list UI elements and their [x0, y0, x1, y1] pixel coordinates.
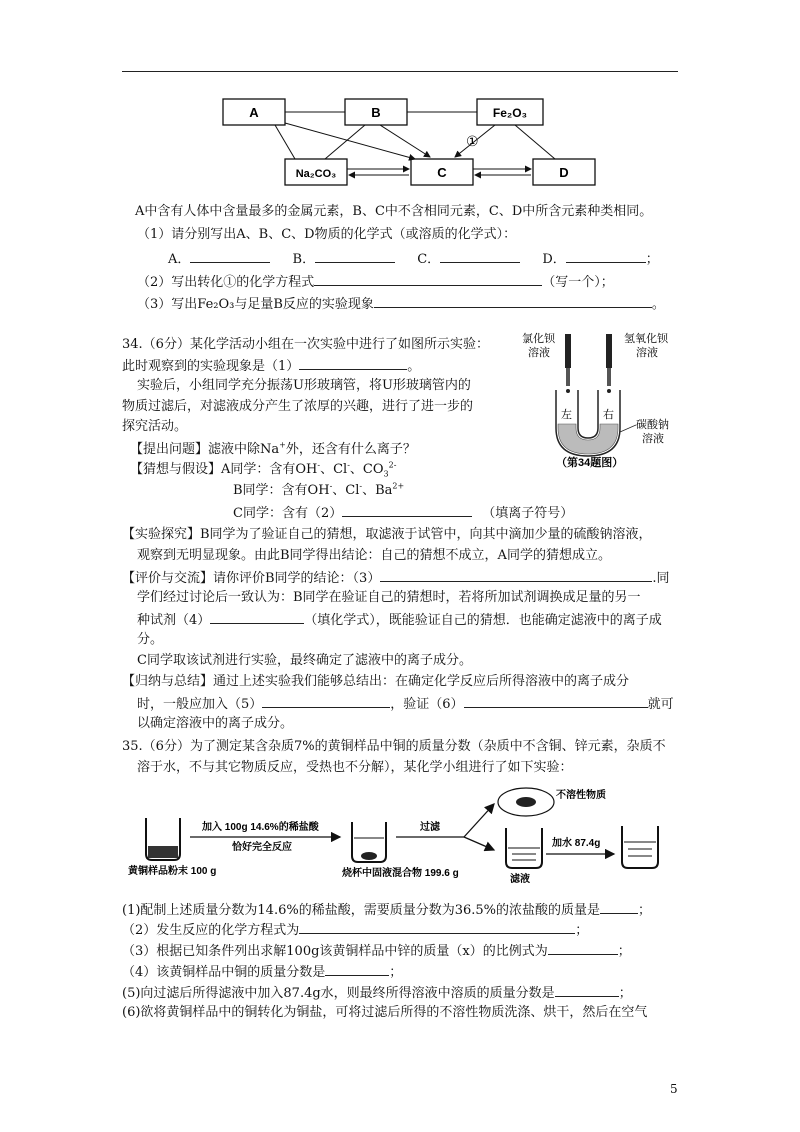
q35-part1: (1)配制上述质量分数为14.6%的稀盐酸，需要质量分数为36.5%的浓盐酸的质量是 ； — [122, 900, 651, 920]
blank[interactable] — [566, 249, 646, 263]
blank[interactable] — [299, 920, 575, 934]
q34-line1: 34.（6分）某化学活动小组在一次实验中进行了如图所示实验： — [122, 337, 489, 352]
q33-info: A中含有人体中含量最多的金属元素，B、C中不含相同元素，C、D中所含元素种类相同。 — [135, 204, 653, 219]
filter-label: 过滤 — [420, 822, 440, 833]
marker-1: ① — [466, 133, 479, 149]
bacl2-label-2: 溶液 — [528, 347, 550, 359]
q35-part5: (5)向过滤后所得滤液中加入87.4g水，则最终所得溶液中溶质的质量分数是 ； — [122, 983, 632, 1003]
q33-part1: （1）请分别写出A、B、C、D物质的化学式（或溶质的化学式）： — [137, 227, 517, 242]
label-a: A — [249, 105, 259, 120]
box-c — [411, 159, 473, 185]
mixture-label: 烧杯中固液混合物 199.6 g — [342, 868, 459, 879]
label-d: D — [559, 165, 569, 180]
baoh2-label-2: 溶液 — [636, 347, 658, 359]
blank[interactable] — [440, 249, 520, 263]
blank[interactable] — [374, 294, 652, 308]
header-rule — [122, 71, 678, 72]
q34-question: 【提出问题】滤液中除Na+外，还含有什么离子？ — [130, 440, 416, 457]
sample-label: 黄铜样品粉末 100 g — [128, 866, 217, 877]
label-c: C — [437, 165, 447, 180]
box-b — [345, 99, 407, 125]
blank[interactable] — [314, 272, 542, 286]
figure-caption: （第34题图） — [556, 457, 624, 469]
page-number: 5 — [670, 1082, 678, 1096]
label-fe2o3: Fe₂O₃ — [492, 106, 528, 120]
experiment-flow-figure — [128, 782, 688, 892]
q34-summary-3: 以确定溶液中的离子成分。 — [137, 716, 294, 731]
na2co3-label-2: 溶液 — [642, 433, 664, 445]
beaker-final — [622, 826, 658, 868]
blank[interactable] — [342, 503, 472, 517]
q35-part2: （2）发生反应的化学方程式为 ； — [122, 920, 588, 940]
na2co3-label-1: 碳酸钠 — [636, 419, 669, 431]
reaction-label: 恰好完全反应 — [232, 842, 292, 853]
beaker-sample — [146, 818, 180, 860]
blank[interactable] — [262, 694, 390, 708]
insoluble-label: 不溶性物质 — [556, 790, 606, 801]
box-a — [223, 99, 285, 125]
label-na2co3: Na₂CO₃ — [295, 168, 337, 180]
blank[interactable] — [325, 962, 389, 976]
q33-part1-blanks: A． B． C． D． ； — [168, 249, 659, 269]
q35-part4: （4）该黄铜样品中铜的质量分数是 ； — [122, 962, 402, 982]
q33-part3: （3）写出Fe₂O₃与足量B反应的实验现象 。 — [137, 294, 665, 314]
blank[interactable] — [315, 249, 395, 263]
blank[interactable] — [600, 900, 638, 914]
q35-line2: 溶于水，不与其它物质反应，受热也不分解），某化学小组进行了如下实验： — [137, 760, 573, 775]
q34-line2: 此时观察到的实验现象是（1） 。 — [122, 356, 420, 376]
q34-line3: 实验后，小组同学充分振荡U形玻璃管，将U形玻璃管内的 — [137, 378, 471, 393]
q35-part3: （3）根据已知条件列出求解100g该黄铜样品中锌的质量（x）的比例式为 ； — [122, 941, 631, 961]
box-fe2o3 — [477, 99, 543, 125]
q34-line4: 物质过滤后，对滤液成分产生了浓厚的兴趣，进行了进一步的 — [122, 399, 474, 414]
beaker-filtrate — [506, 828, 542, 868]
blank[interactable] — [190, 249, 270, 263]
reaction-diagram — [215, 95, 605, 191]
blank[interactable] — [464, 694, 648, 708]
add-acid-label: 加入 100g 14.6%的稀盐酸 — [202, 822, 319, 833]
bacl2-label-1: 氯化钡 — [522, 333, 555, 345]
solution — [558, 424, 618, 454]
q34-review-5: C同学取该试剂进行实验，最终确定了滤液中的离子成分。 — [137, 653, 472, 668]
add-water-label: 加水 87.4g — [552, 838, 601, 849]
q33-part2: （2）写出转化①的化学方程式 （写一个）； — [137, 272, 614, 292]
q34-review-2: 学们经过讨论后一致认为：B同学在验证自己的猜想时，若将所加试剂调换成足量的另一 — [137, 590, 641, 605]
label-b: B — [371, 105, 381, 120]
box-na2co3 — [285, 159, 347, 185]
q34-hypothesis-a: 【猜想与假设】A同学：含有OH-、Cl-、$CO_3^{2-}$ — [130, 460, 397, 479]
right-arm-label: 右 — [603, 409, 614, 421]
q34-review-4: 分。 — [137, 632, 164, 647]
blank[interactable] — [548, 941, 618, 955]
filtrate-label: 滤液 — [510, 874, 530, 885]
insoluble-residue — [498, 788, 554, 816]
q34-experiment-2: 观察到无明显现象。由此B同学得出结论：自己的猜想不成立，A同学的猜想成立。 — [137, 548, 611, 563]
q35-line1: 35.（6分）为了测定某含杂质7%的黄铜样品中铜的质量分数（杂质中不含铜、锌元素，杂质不 — [122, 739, 666, 754]
blank[interactable] — [299, 356, 407, 370]
blank[interactable] — [555, 983, 619, 997]
u-tube-figure — [518, 328, 686, 470]
q34-summary-2: 时，一般应加入（5） ，验证（6） 就可 — [137, 694, 674, 714]
beaker-mixture — [352, 822, 386, 862]
left-arm-label: 左 — [561, 409, 572, 421]
q34-experiment-1: 【实验探究】B同学为了验证自己的猜想，取滤液于试管中，向其中滴加少量的硫酸钠溶液， — [122, 527, 652, 542]
q35-part6: (6)欲将黄铜样品中的铜转化为铜盐，可将过滤后所得的不溶性物质洗涤、烘干，然后在空气 — [122, 1005, 648, 1020]
box-d — [533, 159, 595, 185]
baoh2-label-1: 氢氧化钡 — [624, 333, 668, 345]
right-dropper — [606, 334, 612, 393]
q34-line5: 探究活动。 — [122, 419, 188, 434]
q34-review-3: 种试剂（4） （填化学式），既能验证自己的猜想．也能确定滤液中的离子成 — [137, 610, 662, 630]
q34-review-1: 【评价与交流】请你评价B同学的结论：（3） .同 — [122, 568, 669, 588]
blank[interactable] — [380, 568, 652, 582]
blank[interactable] — [210, 610, 304, 624]
left-dropper — [565, 334, 571, 393]
q34-summary-1: 【归纳与总结】通过上述实验我们能够总结出：在确定化学反应后所得溶液中的离子成分 — [122, 674, 630, 689]
q34-hypothesis-b: B同学：含有OH-、Cl-、$Ba^{2+}$ — [233, 481, 405, 498]
q34-hypothesis-c: C同学：含有（2） （填离子符号） — [233, 503, 573, 523]
